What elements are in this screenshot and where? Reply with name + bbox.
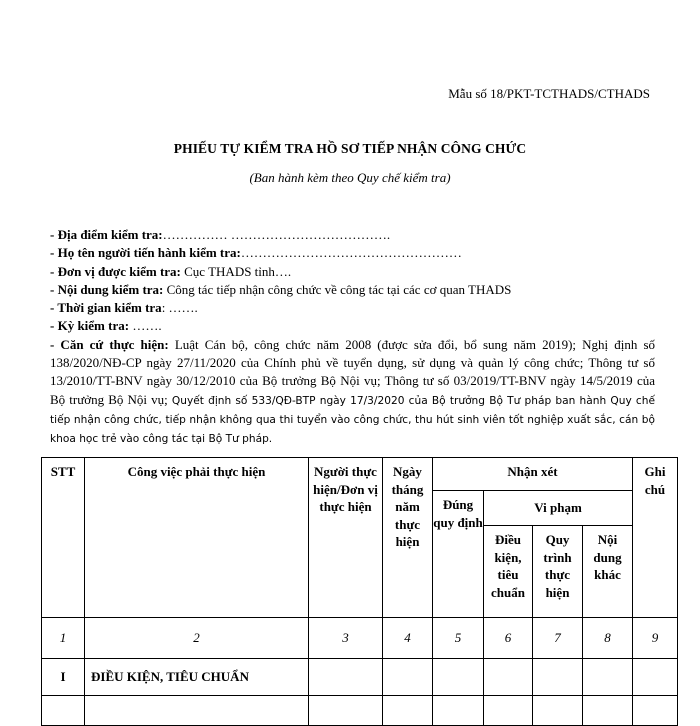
header-stt: STT xyxy=(42,458,85,618)
location-label: - Địa điểm kiểm tra: xyxy=(50,227,163,242)
header-review: Nhận xét xyxy=(433,458,633,491)
content-label: - Nội dung kiểm tra: xyxy=(50,281,164,297)
header-date: Ngày tháng năm thực hiện xyxy=(383,458,433,618)
empty-cell xyxy=(633,659,678,696)
column-number: 2 xyxy=(85,618,309,659)
header-violation: Vi phạm xyxy=(484,491,633,526)
empty-cell xyxy=(533,696,583,726)
section-row xyxy=(42,659,678,696)
document-title: PHIẾU TỰ KIỂM TRA HỒ SƠ TIẾP NHẬN CÔNG CHỨC xyxy=(173,141,527,156)
column-number: 1 xyxy=(42,618,85,659)
empty-cell xyxy=(85,696,309,726)
header-correct: Đúng quy định xyxy=(433,491,484,618)
inspector-value: …………………………………………… xyxy=(240,245,462,261)
unit-value: Cục THADS tỉnh…. xyxy=(180,263,292,279)
period-line xyxy=(50,317,655,335)
header-conditions: Điều kiện, tiêu chuẩn xyxy=(484,526,533,618)
unit-line xyxy=(50,263,655,281)
basis-value-continued: Quyết định số 533/QĐ-BTP ngày 17/3/2020 của Bộ trưởng Bộ Tư pháp ban hành Quy chế tiếp nhận công chức, tiếp nhận không qua thi tuyển vào công chức, thu hút sinh viên tốt nghiệp xuất sắc, cán bộ khoa học trẻ vào công tác tại Bộ Tư pháp. xyxy=(50,394,655,446)
empty-cell xyxy=(309,696,383,726)
column-number: 9 xyxy=(633,618,678,659)
column-number: 4 xyxy=(383,618,433,659)
form-code: Mẫu số 18/PKT-TCTHADS/CTHADS xyxy=(448,86,650,101)
empty-cell xyxy=(484,659,533,696)
empty-cell xyxy=(583,659,633,696)
unit-label: - Đơn vị được kiểm tra: xyxy=(50,263,181,279)
inspector-line xyxy=(50,244,655,262)
content-line xyxy=(50,281,655,299)
empty-cell xyxy=(309,659,383,696)
empty-cell xyxy=(433,659,484,696)
inspection-table xyxy=(41,457,678,726)
empty-cell xyxy=(42,696,85,726)
document-subtitle: (Ban hành kèm theo Quy chế kiểm tra) xyxy=(249,170,451,185)
column-number-row xyxy=(42,618,678,659)
header-note: Ghi chú xyxy=(633,458,678,618)
column-number: 8 xyxy=(583,618,633,659)
table-row xyxy=(42,696,678,726)
content-value: Công tác tiếp nhận công chức về công tác tại các cơ quan THADS xyxy=(163,281,512,297)
location-value: …………… ………………………………. xyxy=(162,227,391,242)
time-label: - Thời gian kiểm tra xyxy=(50,300,162,316)
location-line xyxy=(50,226,655,244)
empty-cell xyxy=(484,696,533,726)
period-label: - Kỳ kiểm tra: xyxy=(50,318,133,334)
basis-value: Luật Cán bộ, công chức năm 2008 (được sửa đổi, bổ sung năm 2019); Nghị định số 138/2020/NĐ-CP ngày 27/11/2020 của Chính phủ về tuyển dụng, sử dụng và quản lý công chức; Thông tư số 13/2010/TT-BNV ngày 30/12/2010 của Bộ trưởng Bộ Nội vụ; Thông tư số 03/2019/TT-BNV ngày 14/5/2019 của Bộ trưởng Bộ Nội vụ; xyxy=(50,336,656,407)
section-title: ĐIỀU KIỆN, TIÊU CHUẨN xyxy=(85,659,309,696)
basis-paragraph xyxy=(50,336,655,449)
empty-cell xyxy=(633,696,678,726)
empty-cell xyxy=(383,659,433,696)
inspector-label: - Họ tên người tiến hành kiểm tra: xyxy=(50,245,241,261)
header-other-content: Nội dung khác xyxy=(583,526,633,618)
header-performer: Người thực hiện/Đơn vị thực hiện xyxy=(309,458,383,618)
header-task: Công việc phải thực hiện xyxy=(85,458,309,618)
empty-cell xyxy=(433,696,484,726)
column-number: 3 xyxy=(309,618,383,659)
column-number: 7 xyxy=(533,618,583,659)
time-line xyxy=(50,299,655,317)
column-number: 6 xyxy=(484,618,533,659)
column-number: 5 xyxy=(433,618,484,659)
period-value: ……. xyxy=(132,318,162,334)
section-number: I xyxy=(42,659,85,696)
basis-label: - Căn cứ thực hiện: xyxy=(50,336,169,352)
empty-cell xyxy=(583,696,633,726)
inspection-info xyxy=(50,226,655,449)
empty-cell xyxy=(533,659,583,696)
header-process: Quy trình thực hiện xyxy=(533,526,583,618)
time-value: : ……. xyxy=(161,300,198,316)
empty-cell xyxy=(383,696,433,726)
